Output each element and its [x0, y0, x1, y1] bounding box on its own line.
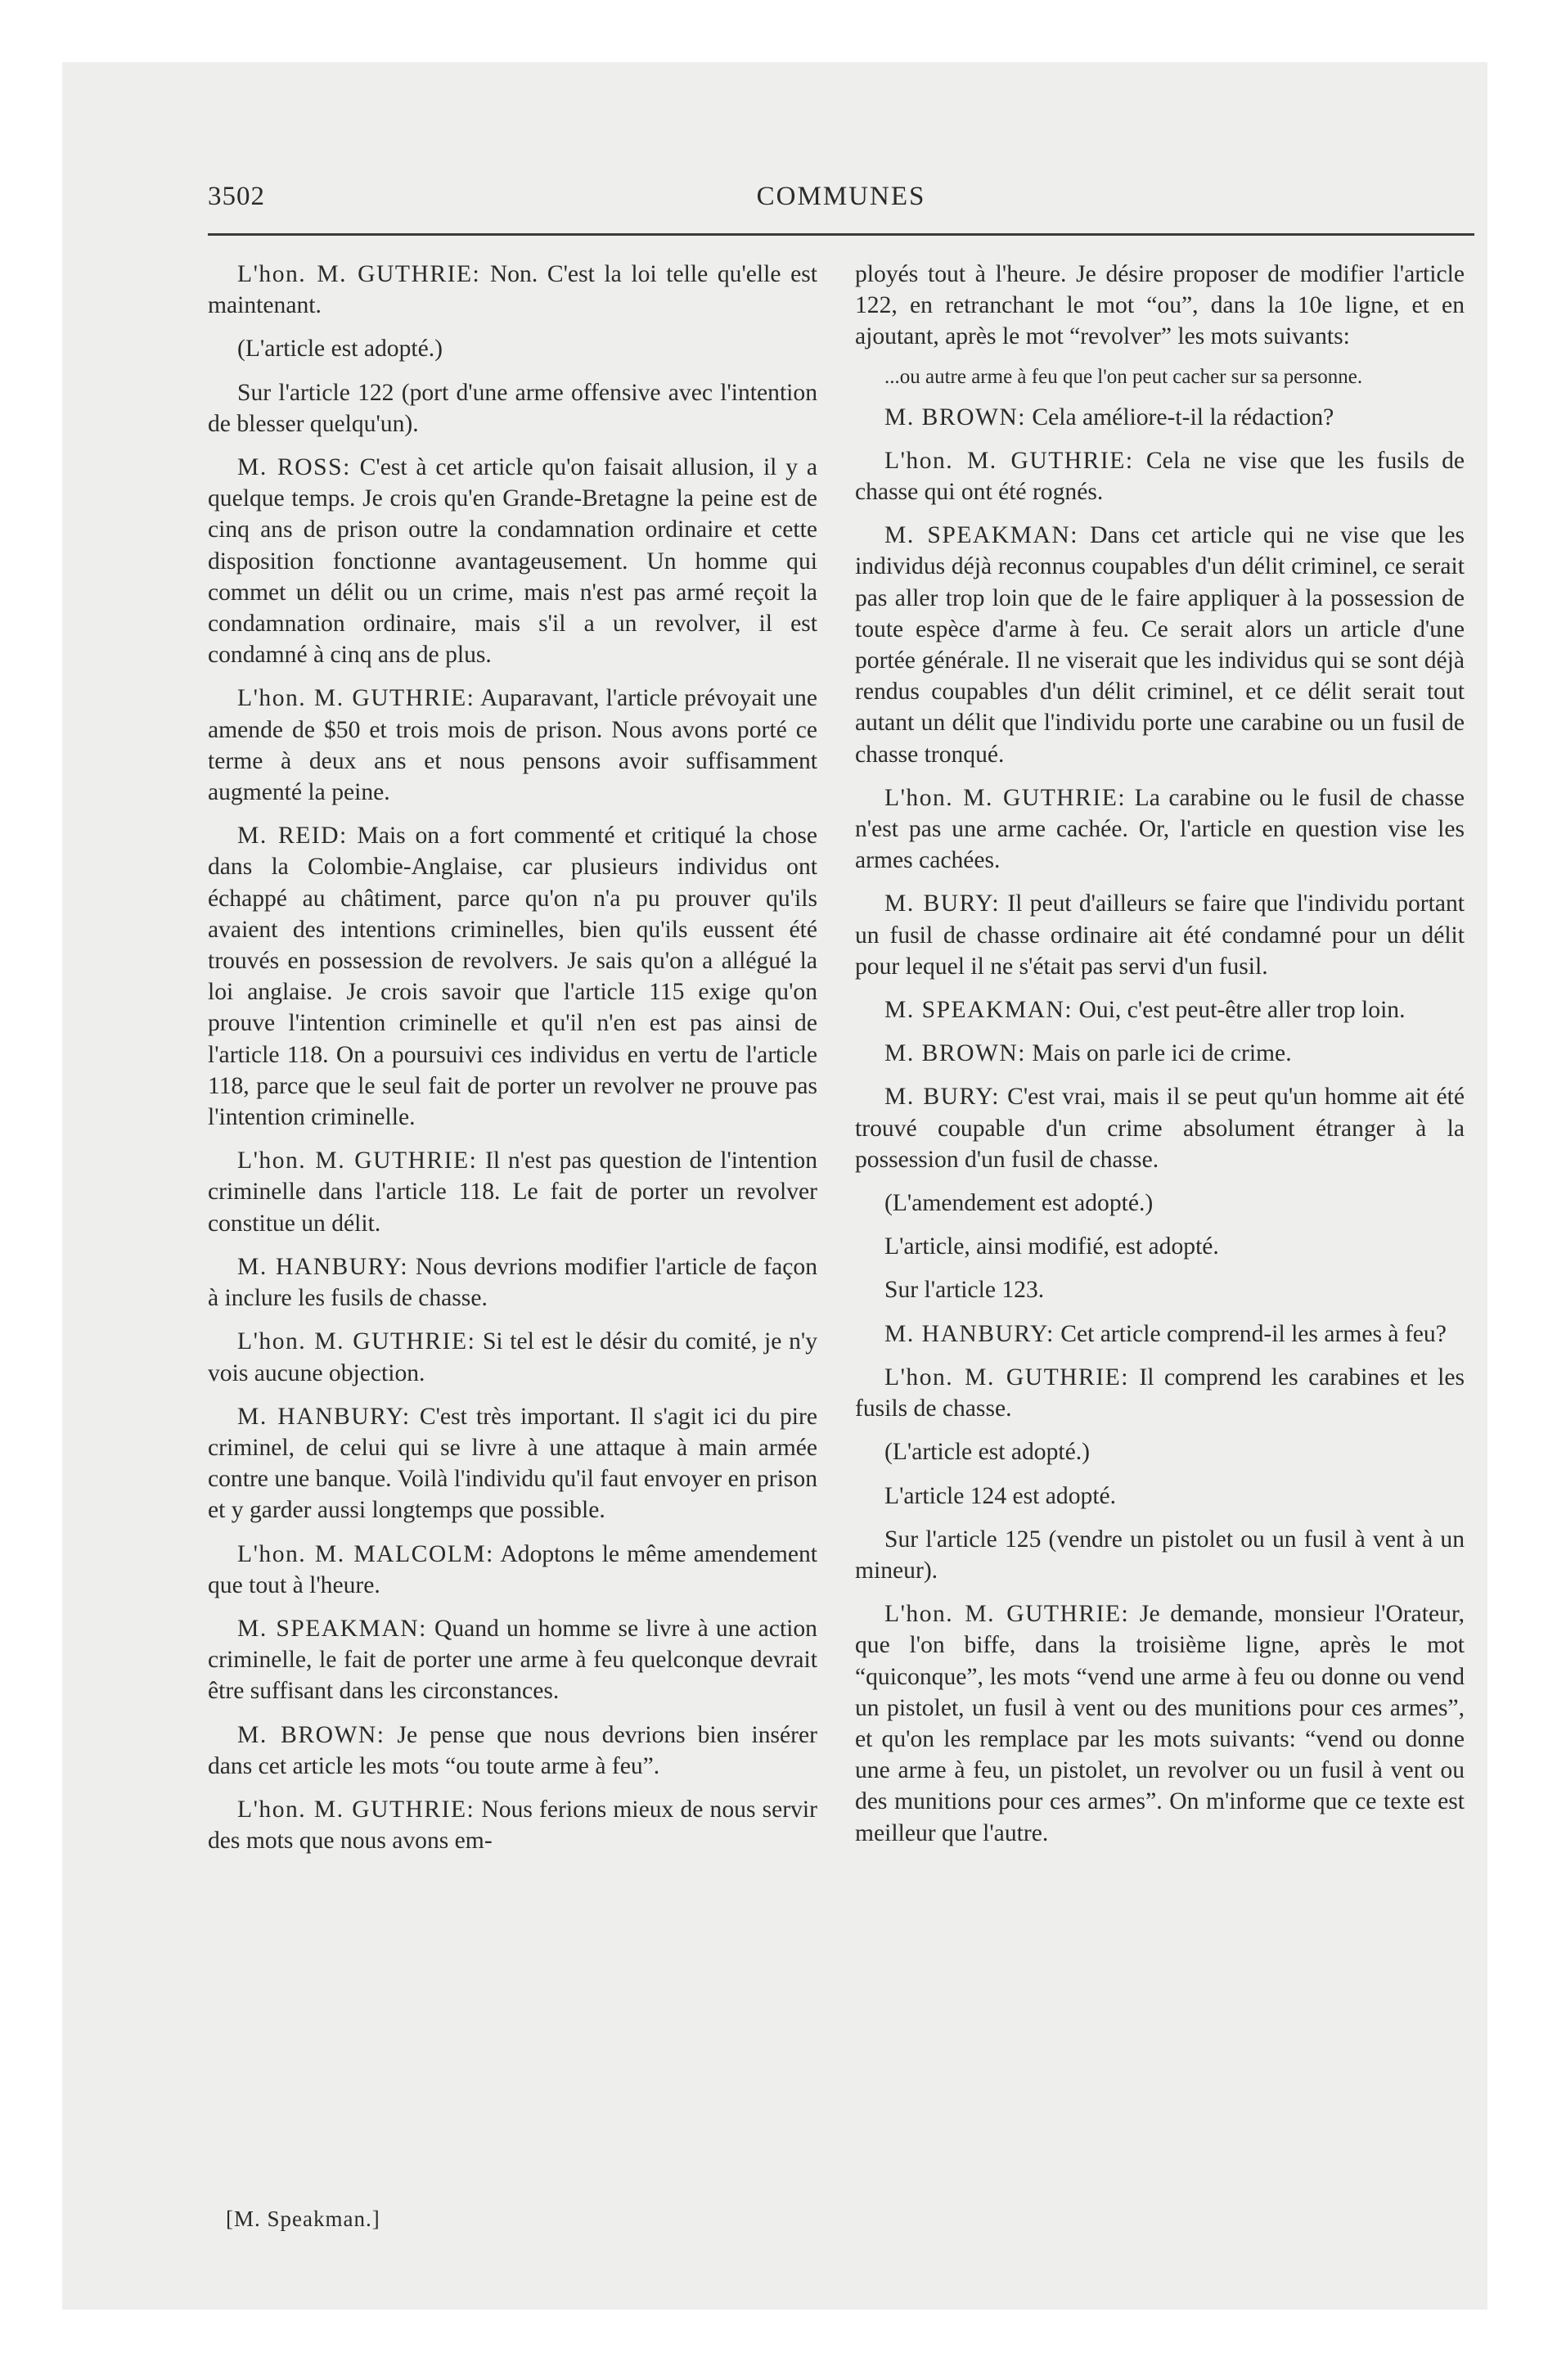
paragraph	[855, 888, 1465, 982]
paragraph-text: Dans cet article qui ne vise que les individus déjà reconnus coupables d'un délit criminel, ce serait pas aller trop loin que de le faire appliquer à la possession de toute espèce d'arme à feu. Ce serait alors un article d'une portée générale. Il ne viserait que les individus qui se sont déjà rendus coupables d'un délit criminel, et ce délit serait tout autant un délit que l'individu porte une carabine ou un fusil de chasse tronqué.	[855, 522, 1465, 768]
speaker-name: M. HANBURY:	[884, 1320, 1055, 1347]
speaker-name: M. HANBURY:	[237, 1253, 409, 1280]
paragraph-text: La carabine ou le fusil de chasse n'est pas une arme cachée. Or, l'article en question vise les armes cachées.	[855, 784, 1465, 874]
paragraph	[208, 1326, 817, 1388]
speaker-name: L'hon. M. GUTHRIE:	[237, 1796, 475, 1823]
paragraph	[855, 1038, 1465, 1069]
paragraph-text: ployés tout à l'heure. Je désire proposer de modifier l'article 122, en retranchant le mot “ou”, dans la 10e ligne, et en ajoutant, après le mot “revolver” les mots suivants:	[855, 261, 1465, 350]
speaker-name: M. BURY:	[884, 1084, 1000, 1111]
paragraph	[855, 365, 1465, 390]
paragraph-text: Adoptons le même amendement que tout à l'heure.	[208, 1540, 817, 1598]
paragraph-text: C'est vrai, mais il se peut qu'un homme ait été trouvé coupable d'un crime absolument étranger à la possession d'un fusil de chasse.	[855, 1084, 1465, 1173]
paragraph-text: Si tel est le désir du comité, je n'y vois aucune objection.	[208, 1328, 817, 1386]
page-number: 3502	[208, 182, 265, 211]
paragraph-text: Il comprend les carabines et les fusils de chasse.	[855, 1364, 1465, 1422]
speaker-name: M. SPEAKMAN:	[884, 522, 1078, 549]
paragraph-text: (L'article est adopté.)	[237, 336, 443, 363]
paragraph	[855, 1362, 1465, 1424]
paragraph	[208, 333, 817, 364]
speaker-name: M. BROWN:	[884, 1040, 1026, 1067]
speaker-name: L'hon. M. GUTHRIE:	[884, 447, 1134, 474]
paragraph-text: Auparavant, l'article prévoyait une amende de $50 et trois mois de prison. Nous avons porté ce terme à deux ans et nous pensons avoir suffisamment augmenté la peine.	[208, 685, 817, 806]
speaker-name: L'hon. M. GUTHRIE:	[237, 685, 475, 712]
paragraph	[855, 1318, 1465, 1350]
paragraph	[208, 1145, 817, 1239]
paragraph	[208, 377, 817, 439]
right-column	[855, 259, 1465, 1861]
paragraph-text: Nous devrions modifier l'article de façon à inclure les fusils de chasse.	[208, 1253, 817, 1312]
paragraph	[855, 994, 1465, 1025]
paragraph	[208, 1251, 817, 1314]
speaker-name: M. SPEAKMAN:	[237, 1615, 427, 1642]
paragraph	[208, 1401, 817, 1526]
paragraph	[208, 1539, 817, 1601]
paragraph-text: (L'article est adopté.)	[884, 1439, 1090, 1466]
paragraph	[855, 1081, 1465, 1175]
paragraph-text: L'article 124 est adopté.	[884, 1482, 1117, 1509]
paragraph	[855, 1436, 1465, 1467]
paragraph-text: Mais on parle ici de crime.	[1026, 1040, 1292, 1067]
paragraph-text: Sur l'article 123.	[884, 1277, 1045, 1304]
speaker-name: M. BROWN:	[237, 1721, 385, 1748]
speaker-name: L'hon. M. GUTHRIE:	[237, 1328, 476, 1355]
paragraph-text: Mais on a fort commenté et critiqué la chose dans la Colombie-Anglaise, car plusieurs individus ont échappé au châtiment, parce qu'on n'a pu prouver qu'ils avaient des intentions criminelles, bien qu'ils eussent été trouvés en possession de revolvers. Je sais qu'on a allégué la loi anglaise. Je crois savoir que l'article 115 exige qu'on prouve l'intention criminelle et qu'il n'en est pas ainsi de l'article 118. On a poursuivi ces individus en vertu de l'article 118, parce que le seul fait de porter un revolver ne prouve pas l'intention criminelle.	[208, 823, 817, 1131]
speaker-name: M. BROWN:	[884, 403, 1026, 430]
paragraph	[208, 820, 817, 1133]
paragraph	[855, 1524, 1465, 1586]
paragraph	[855, 1188, 1465, 1219]
paragraph-text: Il n'est pas question de l'intention criminelle dans l'article 118. Le fait de porter un revolver constitue un délit.	[208, 1147, 817, 1237]
paragraph-text: Cela améliore-t-il la rédaction?	[1026, 403, 1334, 430]
paragraph-text: C'est à cet article qu'on faisait allusion, il y a quelque temps. Je crois qu'en Grande-Bretagne la peine est de cinq ans de prison outre la condamnation ordinaire et cette disposition fonctionne avantageusement. Un homme qui commet un délit ou un crime, mais n'est pas armé reçoit la condamnation ordinaire, mais s'il a un revolver, il est condamné à cinq ans de plus.	[208, 454, 817, 669]
paragraph	[208, 1794, 817, 1856]
paragraph-text: Je demande, monsieur l'Orateur, que l'on biffe, dans la troisième ligne, après le mot “quiconque”, les mots “vend une arme à feu ou donne ou vend un pistolet, un fusil à vent ou des munitions pour ces armes”, et qu'on les remplace par les mots suivants: “vend ou donne une arme à feu, un pistolet, un revolver ou un fusil à vent ou des munitions pour ces armes”. On m'informe que ce texte est meilleur que l'autre.	[855, 1601, 1465, 1846]
header-rule	[208, 233, 1474, 236]
paragraph-text: Quand un homme se livre à une action criminelle, le fait de porter une arme à feu quelconque devrait être suffisant dans les circonstances.	[208, 1615, 817, 1705]
running-head	[208, 182, 1474, 229]
paragraph	[208, 259, 817, 321]
paragraph	[855, 445, 1465, 507]
paragraph	[855, 520, 1465, 770]
paragraph-text: ...ou autre arme à feu que l'on peut cacher sur sa personne.	[884, 365, 1363, 388]
paragraph	[855, 1598, 1465, 1849]
speaker-name: L'hon. M. GUTHRIE:	[884, 1601, 1130, 1628]
paragraph-text: C'est très important. Il s'agit ici du pire criminel, de celui qui se livre à une attaque à main armée contre une banque. Voilà l'individu qu'il faut envoyer en prison et y garder aussi longtemps que possible.	[208, 1403, 817, 1524]
paragraph-text: Nous ferions mieux de nous servir des mots que nous avons em-	[208, 1796, 817, 1855]
paragraph	[855, 1274, 1465, 1305]
paragraph-text: Cela ne vise que les fusils de chasse qui ont été rognés.	[855, 447, 1465, 506]
speaker-name: M. BURY:	[884, 890, 1001, 917]
paragraph-text: (L'amendement est adopté.)	[884, 1190, 1154, 1217]
speaker-name: M. SPEAKMAN:	[884, 997, 1073, 1024]
page-header-title: COMMUNES	[756, 182, 926, 211]
paragraph	[855, 1481, 1465, 1512]
speaker-name: L'hon. M. GUTHRIE:	[884, 784, 1127, 811]
speaker-name: L'hon. M. GUTHRIE:	[884, 1364, 1129, 1391]
speaker-name: L'hon. M. GUTHRIE:	[237, 261, 481, 287]
paragraph-text: Je pense que nous devrions bien insérer dans cet article les mots “ou toute arme à feu”.	[208, 1721, 817, 1779]
paragraph-text: Sur l'article 122 (port d'une arme offensive avec l'intention de blesser quelqu'un).	[208, 379, 817, 437]
paragraph	[208, 1720, 817, 1782]
paragraph-text: L'article, ainsi modifié, est adopté.	[884, 1233, 1219, 1260]
paragraph	[855, 782, 1465, 877]
speaker-name: L'hon. M. MALCOLM:	[237, 1540, 494, 1567]
paragraph-text: Non. C'est la loi telle qu'elle est maintenant.	[208, 261, 817, 319]
speaker-name: M. REID:	[237, 823, 348, 850]
speaker-name: M. ROSS:	[237, 454, 351, 481]
footer-signature: [M. Speakman.]	[226, 2206, 380, 2231]
paragraph	[855, 259, 1465, 353]
paragraph	[855, 402, 1465, 433]
paragraph	[208, 452, 817, 670]
speaker-name: M. HANBURY:	[237, 1403, 411, 1430]
speaker-name: L'hon. M. GUTHRIE:	[237, 1147, 478, 1174]
paragraph-text: Oui, c'est peut-être aller trop loin.	[1073, 997, 1406, 1024]
paragraph-text: Cet article comprend-il les armes à feu?	[1054, 1320, 1447, 1347]
left-column	[208, 259, 817, 1868]
paragraph-text: Il peut d'ailleurs se faire que l'individu portant un fusil de chasse ordinaire ait été condamné pour un délit pour lequel il ne s'était pas servi d'un fusil.	[855, 890, 1465, 980]
paragraph-text: Sur l'article 125 (vendre un pistolet ou un fusil à vent à un mineur).	[855, 1526, 1465, 1584]
paragraph	[855, 1231, 1465, 1262]
paragraph	[208, 1613, 817, 1707]
paragraph	[208, 683, 817, 808]
